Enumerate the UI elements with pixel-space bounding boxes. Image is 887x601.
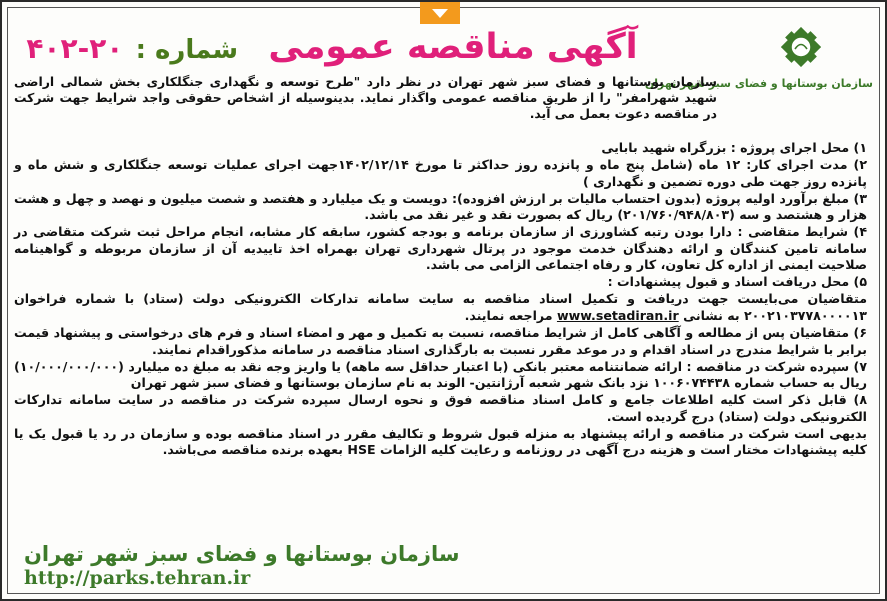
item-5-after-link: مراجعه نمایند. [464,307,553,323]
intro-block [14,74,717,123]
item-7: ۷) سپرده شرکت در مناقصه : ارائه ضمانتنامه معتبر بانکی (با اعتبار حداقل سه ماهه) یا واریز وجه نقد به مبلغ ده میلیارد (۱۰/۰۰۰/۰۰۰/۰۰۰) ریال به حساب شماره ۱۰۰۶۰۷۴۴۳۸ نزد بانک شهر شعبه آرژانتین- الوند به نام سازمان بوستانها و فضای سبز شهر تهران [14,358,867,391]
title-number-value: ۲۰-۴۰۲ [26,32,124,65]
title-main: آگهی مناقصه عمومی [268,27,638,67]
item-1: ۱) محل اجرای پروژه : بزرگراه شهید بابایی [601,140,867,155]
logo-caption: سازمان بوستانها و فضای سبز شهر تهران [644,77,873,90]
item-6: ۶) متقاضیان پس از مطالعه و آگاهی کامل از شرایط مناقصه، نسبت به تکمیل و مهر و امضاء اسناد و فرم های درخواستی و پیشنهاد قیمت برابر با شرایط مندرج در اسناد اقدام و در موعد مقرر نسبت به بارگذاری اسناد مناقصه در سامانه مذکوراقدام نمایند. [14,325,867,357]
top-tab-marker [420,2,460,24]
organization-logo [644,27,873,127]
intro-paragraph: سازمان بوستانها و فضای سبز شهر تهران در نظر دارد "طرح توسعه و نگهداری جنگلکاری بخش شمالی اراضی شهید شهرامفر" را از طریق مناقصه عمومی واگذار نماید. بدینوسیله از اشخاص حقوقی واجد شرایط جهت شرکت در مناقصه دعوت بعمل می آید. [14,74,717,122]
item-8: ۸) قابل ذکر است کلیه اطلاعات جامع و کامل اسناد مناقصه فوق و نحوه ارسال سپرده شرکت در مناقصه در سایت سامانه تدارکات الکترونیکی دولت (ستاد) درج گردیده است. [14,392,867,424]
item-5: ۵) محل دریافت اسناد و قبول پیشنهادات : [607,274,867,290]
item-2: ۲) مدت اجرای کار: ۱۲ ماه (شامل پنج ماه و پانزده روز حداکثر تا مورخ ۱۴۰۲/۱۲/۱۴جهت اجرای عملیات توسعه جنگلکاری و شش ماه و پانزده روز جهت طی دوره تضمین و نگهداری ) [14,157,867,189]
setadiran-link[interactable]: www.setadiran.ir [556,307,679,323]
tehran-municipality-seal-icon [781,27,821,67]
item-3: ۳) مبلغ برآورد اولیه پروژه (بدون احتساب مالیات بر ارزش افزوده): دویست و یک میلیارد و هفتصد و شصت میلیون و نهصد و چهل و هشت هزار و هشتصد و سه (۲۰۱/۷۶۰/۹۴۸/۸۰۳) ریال که بصورت نقد و غیر نقد می باشد. [14,190,867,223]
item-5-before-link: متقاضیان می‌بایست جهت دریافت و تکمیل اسناد مناقصه به سایت سامانه تدارکات الکترونیکی دولت (ستاد) با شماره فراخوان ۲۰۰۲۱۰۳۷۷۸۰۰۰۰۱۳ به نشانی [14,291,867,323]
notice-title [2,24,662,73]
item-5-detail [14,291,867,324]
title-number-label: شماره : [135,35,239,65]
item-4: ۴) شرایط متقاضی : دارا بودن رتبه کشاورزی از سازمان برنامه و بودجه کشور، سابقه کار مشابه، انجام مراحل ثبت شرکت متقاضی در سامانه تامین کنندگان و ارائه دهندگان خدمت موجود در پرتال شهرداری تهران بهمراه اخذ تاییدیه آن از سازمان مربوطه و گواهینامه صلاحیت ایمنی از اداره کل تعاون، کار و رفاه اجتماعی الزامی می باشد. [14,224,867,273]
conditions-list [14,140,867,459]
closing-note: بدیهی است شرکت در مناقصه و ارائه پیشنهاد به منزله قبول شروط و تکالیف مقرر در اسناد مناقصه بوده و سازمان در رد یا قبول یک یا کلیه پیشنهادات مختار است و هزینه درج آگهی در روزنامه و رعایت کلیه الزامات HSE بعهده برنده مناقصه می‌باشد. [14,425,867,458]
signature-url[interactable]: http://parks.tehran.ir [24,567,251,589]
signature-organization: سازمان بوستانها و فضای سبز شهر تهران [24,542,460,566]
